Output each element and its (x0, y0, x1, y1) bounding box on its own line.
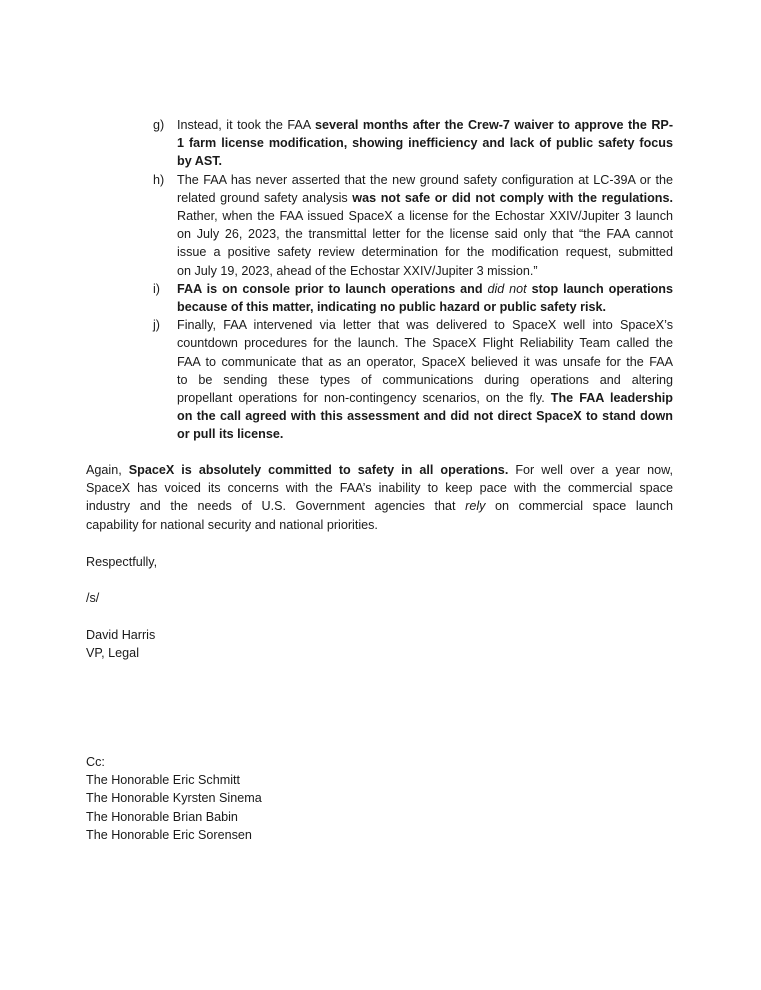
text: propellant operations for non-contingency scenarios, on the fly. (177, 390, 551, 405)
text: Instead, it took the FAA (177, 118, 315, 132)
text: to be sending these types of communications during operations and altering (177, 372, 673, 387)
text-line (177, 353, 673, 371)
text-line (177, 280, 673, 298)
cc-label: Cc: (86, 755, 105, 769)
text: on July 26, 2023, the transmittal letter for the license said only that “the FAA cannot (177, 227, 673, 242)
text-line (177, 298, 673, 316)
bold-text: or pull its license. (177, 427, 284, 442)
closing-paragraph (86, 461, 673, 534)
signer-title: VP, Legal (86, 646, 139, 660)
bold-text: several months after the Crew-7 waiver to approve the RP- (314, 118, 674, 132)
bold-text: The FAA leadership (550, 390, 673, 405)
text-line (177, 334, 673, 352)
text-line (177, 262, 673, 280)
text-line (177, 171, 673, 189)
text: related ground safety analysis (177, 190, 353, 205)
bold-text: because of this matter, indicating no public hazard or public safety risk. (177, 299, 606, 314)
italic-text: rely (465, 499, 486, 514)
text-line (177, 189, 673, 207)
bold-text: SpaceX is absolutely committed to safety in all operations. (128, 463, 509, 477)
text: The FAA has never asserted that the new ground safety configuration at LC-39A or the (177, 172, 673, 187)
text: issue a positive safety review determination for the modification request, submitted (177, 245, 673, 260)
text-line (177, 225, 673, 243)
bold-text: 1 farm license modification, showing inefficiency and lack of public safety focus (177, 136, 673, 151)
list-marker: i) (153, 281, 160, 296)
bold-text: stop launch operations (526, 281, 674, 296)
salutation: Respectfully, (86, 555, 158, 569)
text-line (86, 461, 673, 479)
text: capability for national security and national priorities. (86, 517, 378, 532)
text-line (177, 316, 673, 334)
text: Finally, FAA intervened via letter that was delivered to SpaceX well into SpaceX’s (177, 318, 673, 333)
text-line (177, 116, 673, 134)
cc-recipient: The Honorable Eric Schmitt (86, 773, 240, 787)
text: on commercial space launch (485, 499, 673, 514)
text: industry and the needs of U.S. Government agencies that (86, 499, 466, 514)
bold-text: FAA is on console prior to launch operations and (177, 281, 488, 296)
text: Again, (86, 463, 129, 477)
text-line (177, 371, 673, 389)
text-line (177, 389, 673, 407)
cc-recipient: The Honorable Kyrsten Sinema (86, 791, 262, 805)
bold-text: on the call agreed with this assessment and did not direct SpaceX to stand down (177, 409, 673, 424)
text: on July 19, 2023, ahead of the Echostar XXIV/Jupiter 3 mission.” (177, 263, 538, 278)
text-line (177, 134, 673, 152)
signature: /s/ (86, 591, 100, 605)
italic-text: did not (487, 281, 527, 296)
text: Rather, when the FAA issued SpaceX a license for the Echostar XXIV/Jupiter 3 launch (177, 208, 673, 223)
cc-recipient: The Honorable Eric Sorensen (86, 828, 252, 842)
text: countdown procedures for the launch. The SpaceX Flight Reliability Team called the (177, 336, 673, 351)
bold-text: by AST. (177, 154, 223, 169)
text: FAA to communicate that as an operator, SpaceX believed it was unsafe for the FAA (177, 354, 673, 369)
text-line (177, 425, 673, 443)
text-line (177, 207, 673, 225)
text-line (86, 516, 673, 534)
signer-name: David Harris (86, 628, 156, 642)
text-line (86, 479, 673, 497)
text-line (177, 152, 673, 170)
list-marker: h) (153, 172, 165, 187)
list-marker: j) (153, 318, 160, 333)
cc-recipient: The Honorable Brian Babin (86, 809, 238, 824)
text: SpaceX has voiced its concerns with the FAA’s inability to keep pace with the commercial space (86, 481, 673, 496)
text-line (86, 497, 673, 515)
text-line (177, 407, 673, 425)
list-marker: g) (153, 118, 165, 132)
text-line (177, 243, 673, 261)
text: For well over a year now, (508, 463, 673, 477)
bold-text: was not safe or did not comply with the regulations. (352, 190, 673, 205)
